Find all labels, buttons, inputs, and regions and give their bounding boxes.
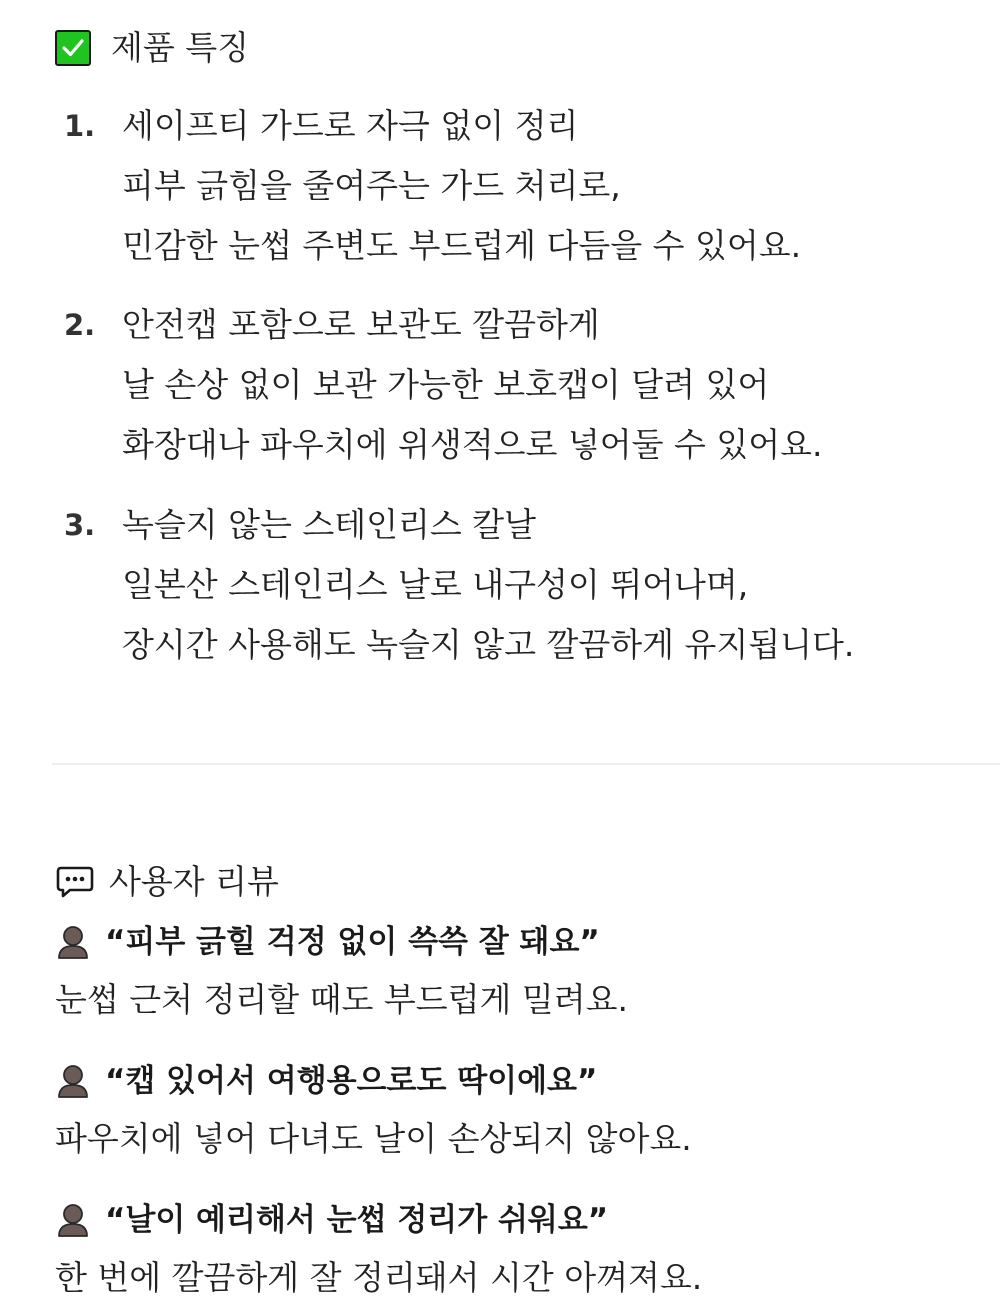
feature-description-line: 피부 긁힘을 줄여주는 가드 처리로, — [122, 166, 621, 205]
feature-number: 2. — [64, 308, 96, 342]
feature-description-line: 화장대나 파우치에 위생적으로 넣어둘 수 있어요. — [122, 425, 823, 464]
review-text: 파우치에 넣어 다녀도 날이 손상되지 않아요. — [55, 1119, 692, 1158]
review-quote: “피부 긁힐 걱정 없이 쓱쓱 잘 돼요” — [105, 924, 600, 960]
review-item — [55, 916, 995, 1026]
section-divider — [52, 763, 1000, 765]
review-quote: “날이 예리해서 눈썹 정리가 쉬워요” — [105, 1202, 609, 1238]
feature-body — [122, 295, 982, 475]
person-icon — [55, 924, 91, 960]
speech-balloon-icon — [55, 865, 95, 899]
feature-body — [122, 495, 982, 675]
feature-number: 3. — [64, 508, 96, 542]
feature-number: 1. — [64, 109, 96, 143]
person-icon — [55, 1202, 91, 1238]
feature-heading: 세이프티 가드로 자극 없이 정리 — [122, 106, 579, 145]
reviews-header — [55, 860, 279, 904]
review-text: 눈썹 근처 정리할 때도 부드럽게 밀려요. — [55, 980, 628, 1019]
review-text: 한 번에 깔끔하게 잘 정리돼서 시간 아껴져요. — [55, 1258, 703, 1297]
feature-heading: 안전캡 포함으로 보관도 깔끔하게 — [122, 305, 600, 344]
feature-description-line: 날 손상 없이 보관 가능한 보호캡이 달려 있어 — [122, 365, 770, 404]
review-item — [55, 1194, 995, 1304]
feature-body — [122, 96, 982, 276]
feature-description-line: 민감한 눈썹 주변도 부드럽게 다듬을 수 있어요. — [122, 226, 802, 265]
review-quote-row — [55, 916, 995, 968]
review-item — [55, 1055, 995, 1165]
check-mark-button-icon — [55, 30, 91, 66]
feature-description-line: 일본산 스테인리스 날로 내구성이 뛰어나며, — [122, 565, 749, 604]
feature-heading: 녹슬지 않는 스테인리스 칼날 — [122, 505, 537, 544]
review-quote-row — [55, 1194, 995, 1246]
features-title: 제품 특징 — [111, 28, 250, 67]
person-icon — [55, 1063, 91, 1099]
features-header — [55, 26, 249, 70]
feature-description-line: 장시간 사용해도 녹슬지 않고 깔끔하게 유지됩니다. — [122, 625, 855, 664]
reviews-title: 사용자 리뷰 — [109, 862, 279, 901]
review-quote-row — [55, 1055, 995, 1107]
review-quote: “캡 있어서 여행용으로도 딱이에요” — [105, 1063, 598, 1099]
